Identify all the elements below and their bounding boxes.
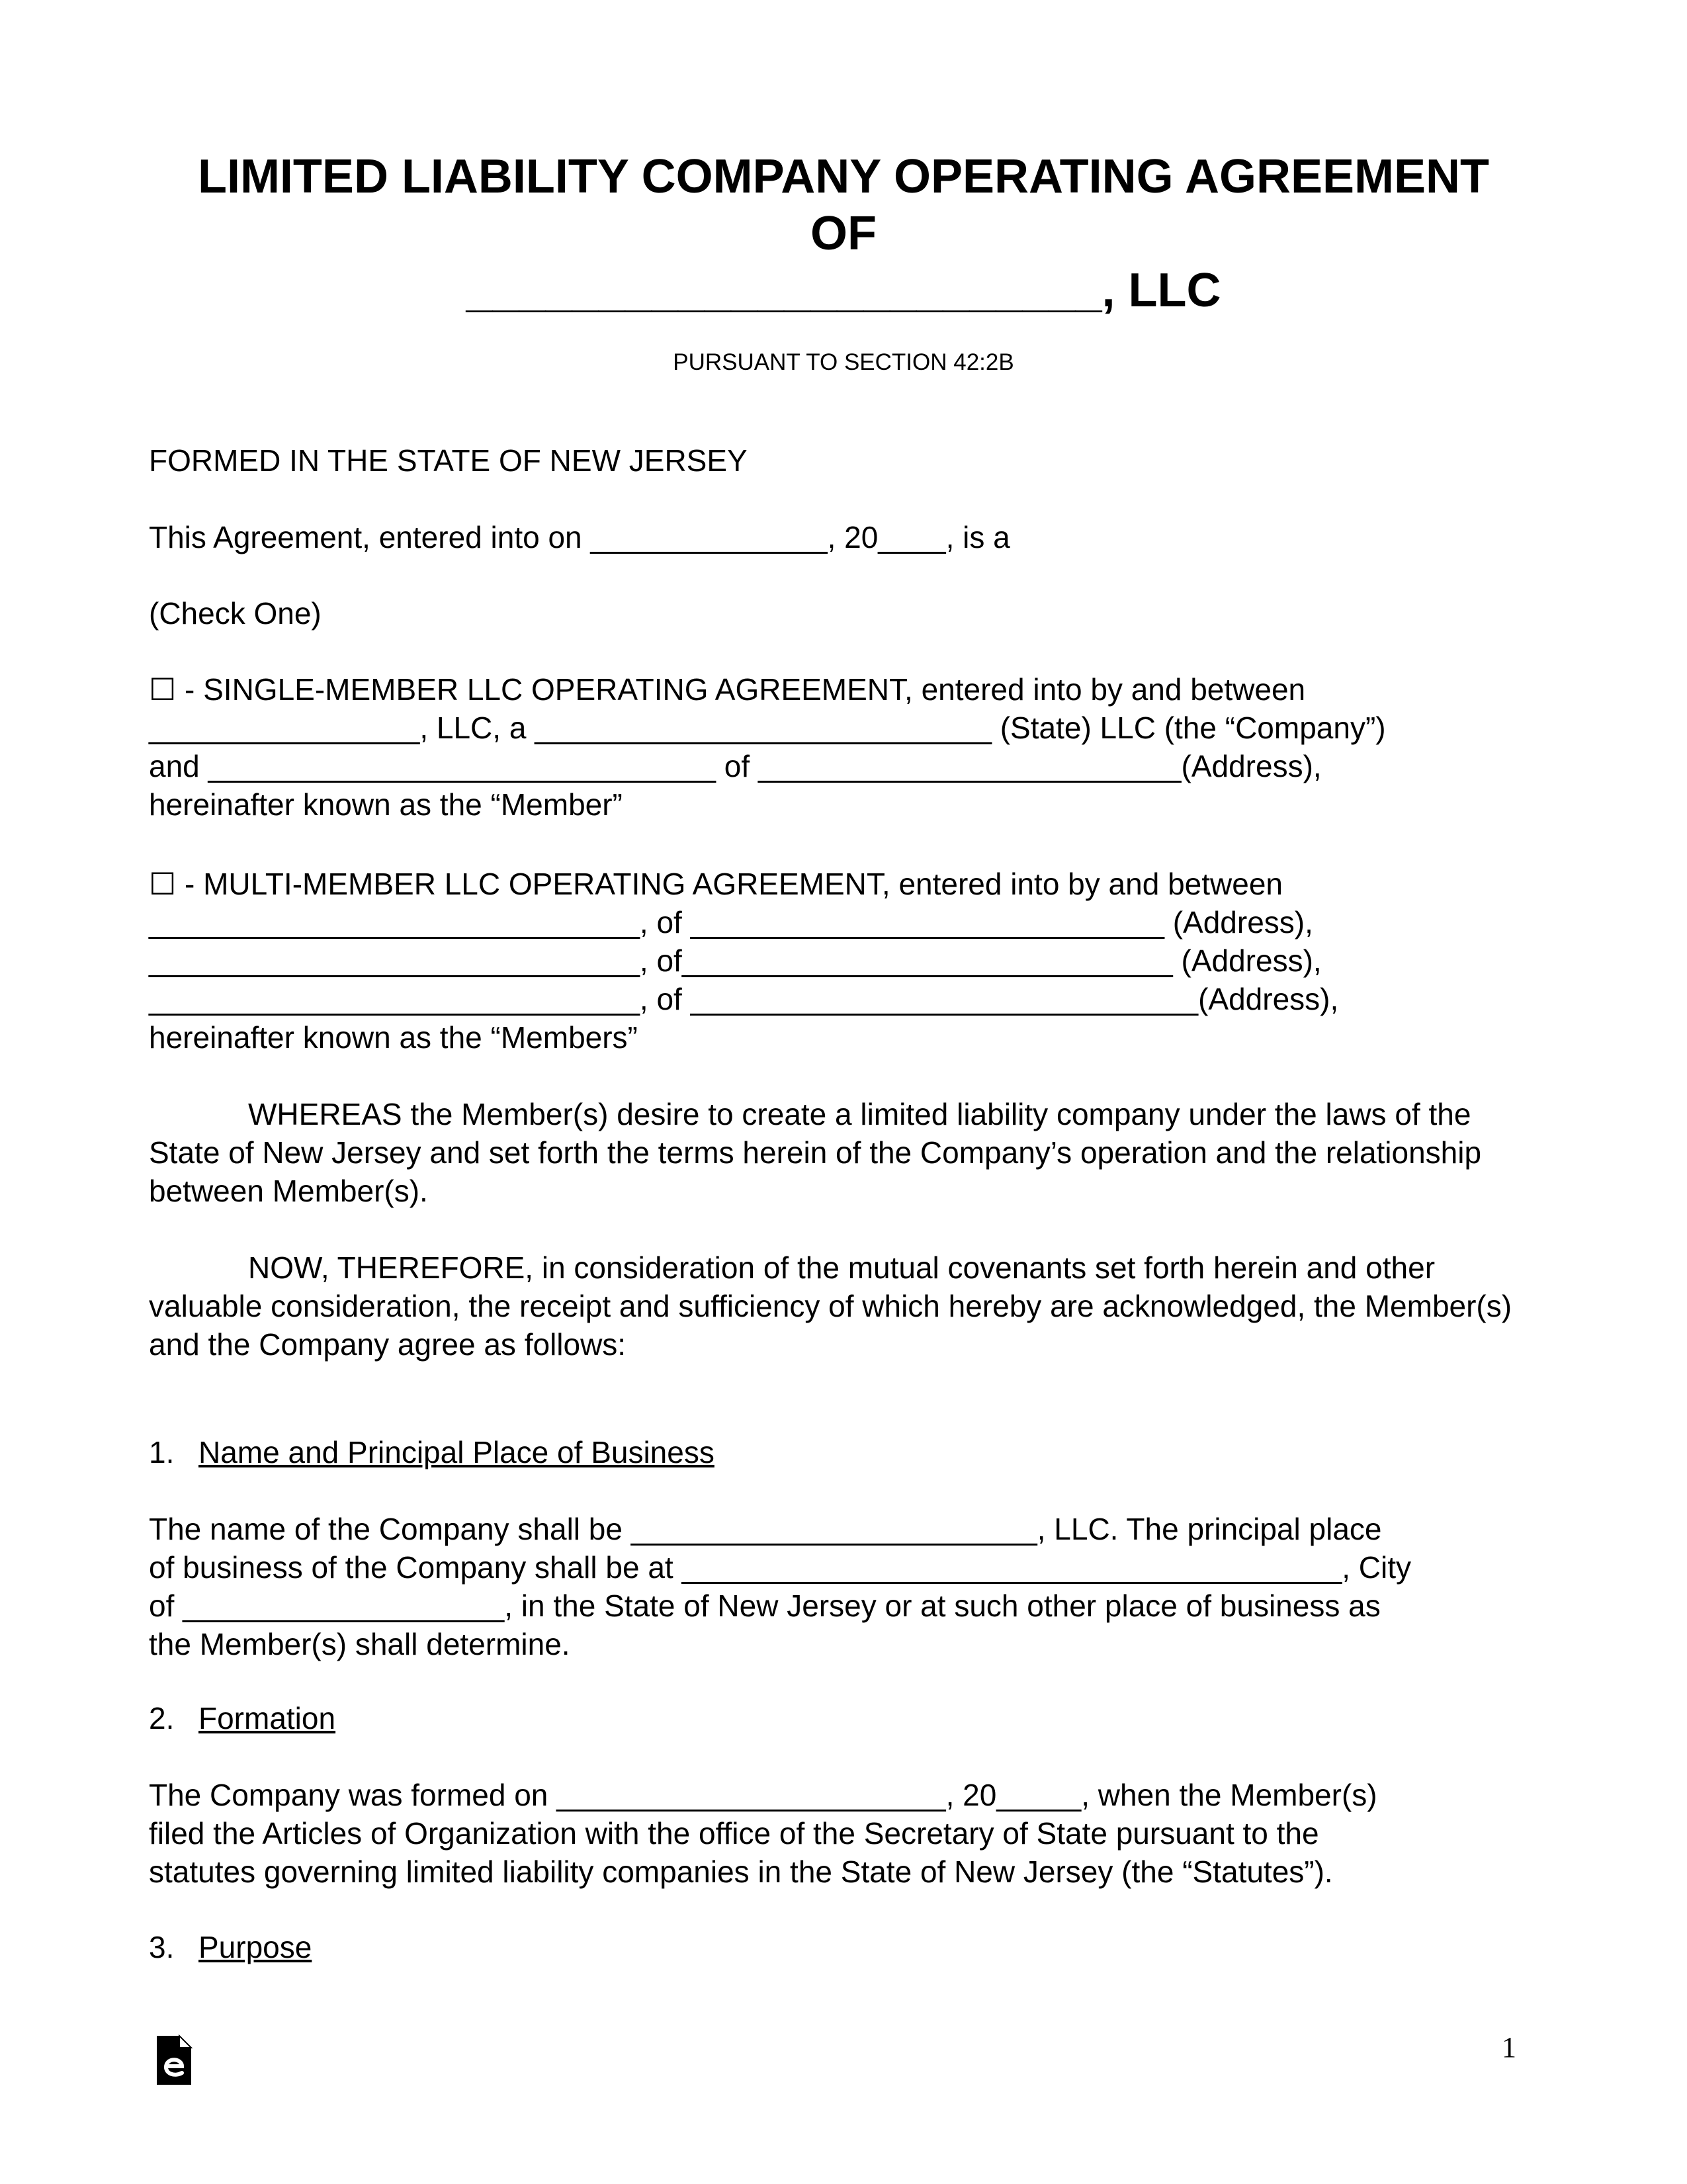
document-title-line-1: LIMITED LIABILITY COMPANY OPERATING AGREEMENT	[197, 150, 1490, 203]
section-3-title: Purpose	[198, 1930, 312, 1964]
check-one-label: (Check One)	[149, 596, 322, 631]
section-1-line-2: of business of the Company shall be at _______________________________________, City	[149, 1550, 1411, 1585]
multi-member-line-2: _____________________________, of ____________________________ (Address),	[149, 905, 1313, 939]
document-title-company-name: ________________________, LLC	[466, 264, 1221, 317]
section-2-line-3: statutes governing limited liability companies in the State of New Jersey (the “Statutes”).	[149, 1855, 1333, 1889]
eforms-logo-icon	[154, 2034, 194, 2086]
single-member-line-4: hereinafter known as the “Member”	[149, 787, 623, 822]
section-1-title: Name and Principal Place of Business	[198, 1435, 714, 1469]
agreement-date-line: This Agreement, entered into on ______________, 20____, is a	[149, 520, 1010, 554]
multi-member-line-5: hereinafter known as the “Members”	[149, 1020, 638, 1055]
section-1-number: 1.	[149, 1435, 175, 1469]
whereas-text: WHEREAS the Member(s) desire to create a limited liability company under the laws of the State of New Jersey and set forth the terms herein of the Company’s operation and the relationship between Member(s).	[149, 1097, 1482, 1208]
now-therefore-text: NOW, THEREFORE, in consideration of the mutual covenants set forth herein and other valuable consideration, the receipt and sufficiency of which hereby are acknowledged, the Member(s) and the Company agree as follows:	[149, 1250, 1512, 1362]
section-3-heading	[149, 1928, 1538, 1966]
section-2-title: Formation	[198, 1701, 336, 1735]
section-1-line-3: of ___________________, in the State of New Jersey or at such other place of business as	[149, 1589, 1381, 1623]
section-3-number: 3.	[149, 1930, 175, 1964]
document-title-line-2: OF	[810, 207, 877, 260]
section-2-number: 2.	[149, 1701, 175, 1735]
page-number: 1	[1502, 2031, 1516, 2064]
single-member-line-3: and ______________________________ of _________________________(Address),	[149, 749, 1322, 783]
section-2-heading	[149, 1699, 1538, 1737]
whereas-paragraph	[149, 1095, 1538, 1210]
section-2-line-2: filed the Articles of Organization with the office of the Secretary of State pursuant to the	[149, 1816, 1319, 1851]
section-1-line-1: The name of the Company shall be ________________________, LLC. The principal place	[149, 1512, 1382, 1546]
multi-member-line-3: _____________________________, of_____________________________ (Address),	[149, 943, 1322, 978]
formed-in-state: FORMED IN THE STATE OF NEW JERSEY	[149, 443, 748, 478]
multi-member-line-4: _____________________________, of ______________________________(Address),	[149, 982, 1339, 1016]
single-member-line-1: ☐ - SINGLE-MEMBER LLC OPERATING AGREEMENT, entered into by and between	[149, 672, 1306, 707]
multi-member-line-1: ☐ - MULTI-MEMBER LLC OPERATING AGREEMENT, entered into by and between	[149, 867, 1283, 901]
section-1-line-4: the Member(s) shall determine.	[149, 1627, 570, 1661]
single-member-line-2: ________________, LLC, a ___________________________ (State) LLC (the “Company”)	[149, 711, 1386, 745]
section-1-heading	[149, 1433, 1538, 1471]
now-therefore-paragraph	[149, 1248, 1538, 1364]
document-subtitle: PURSUANT TO SECTION 42:2B	[673, 349, 1014, 375]
section-2-line-1: The Company was formed on _______________________, 20_____, when the Member(s)	[149, 1778, 1377, 1812]
